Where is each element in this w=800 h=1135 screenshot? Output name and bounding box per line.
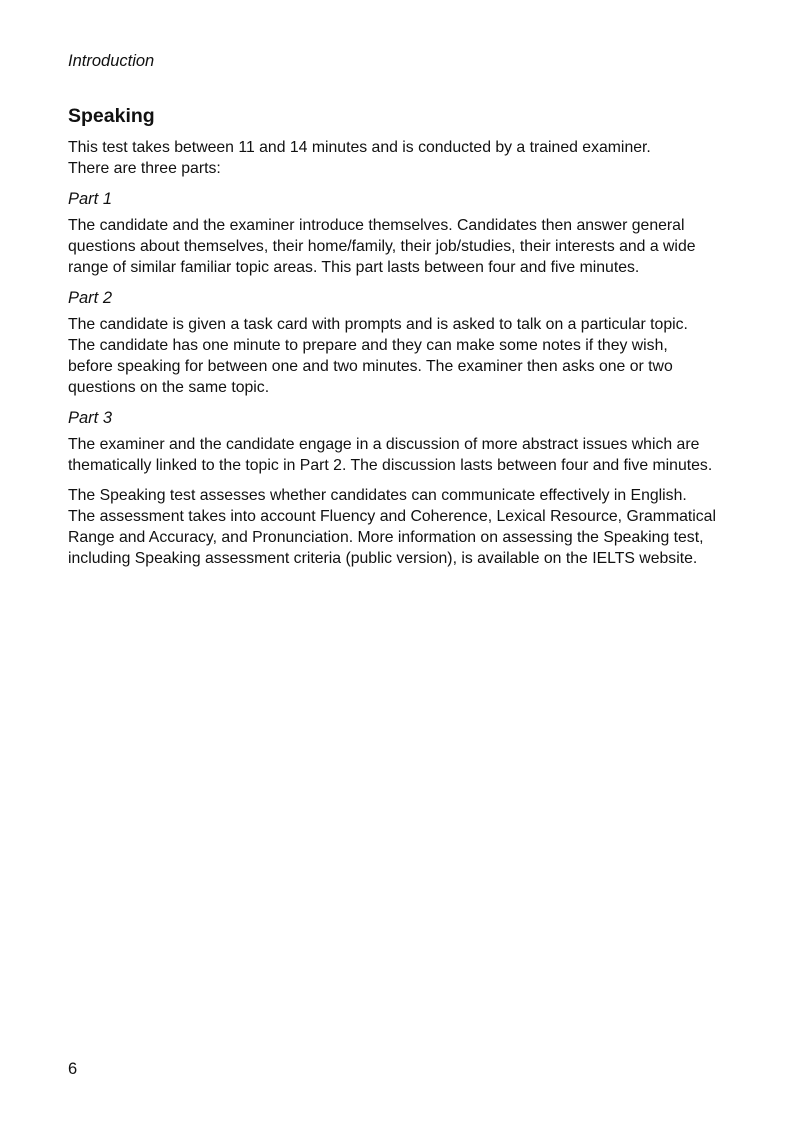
- part-1-title: Part 1: [68, 190, 113, 208]
- paragraph-line: including Speaking assessment criteria (public version), is available on the IELTS website.: [68, 550, 698, 567]
- paragraph-line: The Speaking test assesses whether candidates can communicate effectively in English.: [68, 487, 687, 504]
- paragraph-line: The candidate is given a task card with prompts and is asked to talk on a particular topic.: [68, 316, 688, 333]
- paragraph-line: The candidate and the examiner introduce themselves. Candidates then answer general: [68, 217, 685, 234]
- paragraph-line: The assessment takes into account Fluency and Coherence, Lexical Resource, Grammatical: [68, 508, 716, 525]
- paragraph-line: before speaking for between one and two minutes. The examiner then asks one or two: [68, 358, 673, 375]
- paragraph-line: questions on the same topic.: [68, 379, 270, 396]
- part-3-title: Part 3: [68, 409, 113, 427]
- section-title: Speaking: [68, 105, 155, 127]
- paragraph-line: There are three parts:: [68, 160, 221, 177]
- paragraph-line: Range and Accuracy, and Pronunciation. More information on assessing the Speaking test,: [68, 529, 704, 546]
- running-head: Introduction: [68, 52, 155, 70]
- part-3-block: [68, 407, 773, 476]
- intro-paragraph: [68, 137, 773, 179]
- speaking-section: [68, 104, 773, 569]
- paragraph-line: thematically linked to the topic in Part 2. The discussion lasts between four and five minutes.: [68, 457, 713, 474]
- paragraph-line: questions about themselves, their home/family, their job/studies, their interests and a wide: [68, 238, 696, 255]
- paragraph-line: The candidate has one minute to prepare and they can make some notes if they wish,: [68, 337, 668, 354]
- paragraph-line: range of similar familiar topic areas. This part lasts between four and five minutes.: [68, 259, 640, 276]
- paragraph-line: This test takes between 11 and 14 minutes and is conducted by a trained examiner.: [68, 139, 651, 156]
- closing-paragraph: [68, 485, 773, 569]
- part-2-title: Part 2: [68, 289, 113, 307]
- paragraph-line: The examiner and the candidate engage in a discussion of more abstract issues which are: [68, 436, 700, 453]
- part-1-block: [68, 188, 773, 278]
- part-2-block: [68, 287, 773, 398]
- page-number: 6: [68, 1060, 78, 1078]
